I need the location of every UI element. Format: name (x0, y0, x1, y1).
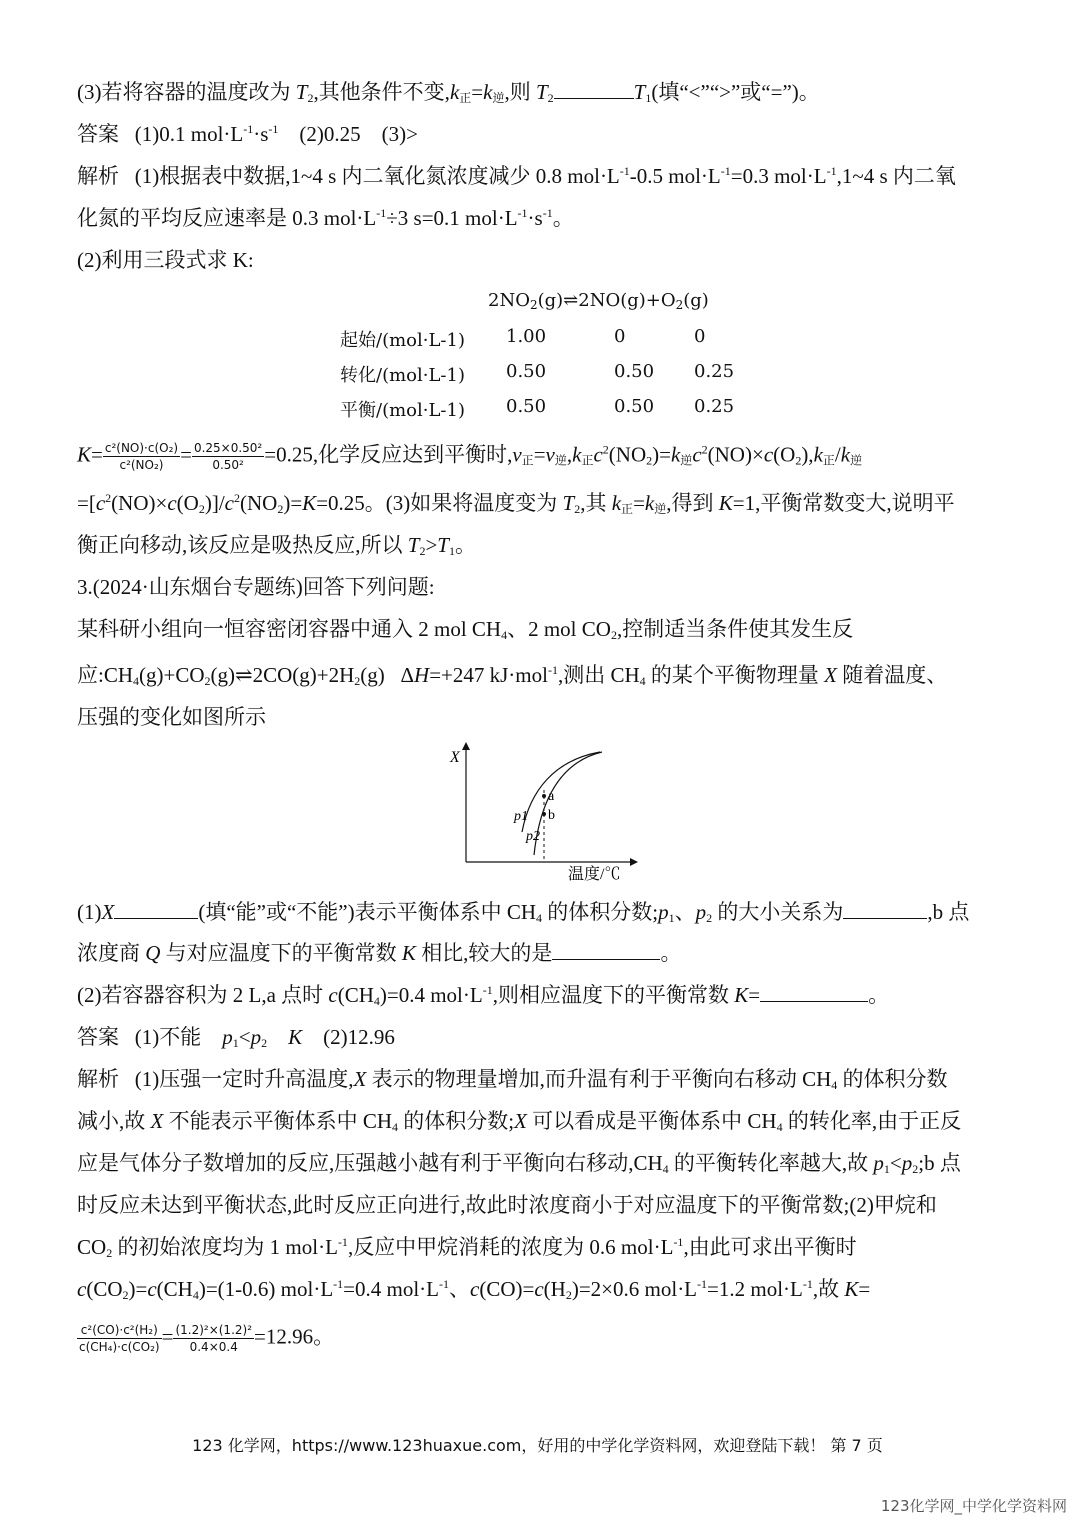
table-cell: 0.25 (694, 396, 735, 417)
question-3-p1: 某科研小组向一恒容密闭容器中通入 2 mol $CH_4$、2 mol $CO_2$,控制适当条件使其发生反 (77, 617, 854, 642)
answer-label: 答案 (77, 122, 119, 146)
explanation-3-3: 应是气体分子数增加的反应,压强越小越有利于平衡向右移动$,CH_4$ 的平衡转化率越大,故 $p_1<p_2;b$ 点 (77, 1151, 961, 1176)
q3-line: (3)若将容器的温度改为 $T_2$,其他条件不变$,k_正=k_逆$,则 $T_2$ $T_1$(填“<”“>”或“=”)。 (77, 80, 820, 105)
sub-question-2: (2)若容器容积为 2 L,a 点时 $c(CH_4)=0.4$ $mol\cdot L^{-1}$,则相应温度下的平衡常数 K= 。 (77, 983, 890, 1008)
explain-label: 解析 (77, 164, 119, 188)
page-footer: 123 化学网，https://www.123huaxue.com，好用的中学化学资料网，欢迎登陆下载！ 第 7 页 (192, 1436, 883, 1455)
y-axis-arrow (462, 742, 470, 750)
question-3-p3: 压强的变化如图所示 (77, 705, 266, 729)
question-3-p2: 应$:CH_4(g)+CO_2(g)\rightleftharpoons 2CO(g)+2H_2(g)$ ΔH=+247 kJ·mol$^{-1}$,测出 $CH_4$ 的某个平衡物理量 X 随着温度、 (77, 663, 948, 688)
answer-label: 答案 (77, 1025, 119, 1049)
label-b: b (548, 808, 555, 823)
fraction: $\frac{\text{c²(NO)·c(O₂)}}{\text{c²(NO₂)}}$ (104, 441, 179, 472)
x-axis-arrow (630, 858, 638, 866)
explanation-2: (2)利用三段式求 K: (77, 248, 254, 272)
table-cell: 0 (694, 326, 706, 347)
k-formula-line-3: 衡正向移动,该反应是吸热反应,所以 $T_2>T_1$。 (77, 533, 476, 558)
label-p2: p2 (526, 829, 540, 844)
explanation-3-1: 解析 (1)压强一定时升高温度,X 表示的物理量增加,而升温有利于平衡向右移动 $CH_4$ 的体积分数 (77, 1067, 948, 1092)
label-p1: p1 (514, 809, 528, 824)
explanation-1: 解析 (1)根据表中数据,1~4 s 内二氧化氮浓度减少 0.8 $mol\cdot L^{-1}-0.5$ $mol\cdot L^{-1}=0.3$ $mol\cdot L^{-1},1\sim 4$ s 内二氧 (77, 164, 956, 188)
fraction: $\frac{\text{c²(CO)·c²(H₂)}}{\text{c(CH₄)·c(CO₂)}}$ (79, 1323, 160, 1354)
explanation-3-2: 减小,故 X 不能表示平衡体系中 $CH_4$ 的体积分数;X 可以看成是平衡体系中 $CH_4$ 的转化率,由于正反 (77, 1109, 962, 1134)
k-formula-line-2: $=[c^2(NO)\times c(O_2)]/c^2(NO_2)=K=0.25$。(3)如果将温度变为 $T_2$,其 $k_正=k_逆$,得到 K=1,平衡常数变大,说明平 (77, 491, 955, 516)
y-axis-label: X (450, 749, 460, 766)
table-cell: 1.00 (506, 326, 547, 347)
fraction: $\frac{\text{(1.2)²×(1.2)²}}{0.4\times 0.4}$ (175, 1323, 253, 1354)
explanation-3-5: $CO_2$ 的初始浓度均为 1 $mol\cdot L^{-1}$,反应中甲烷消耗的浓度为 0.6 $mol\cdot L^{-1}$,由此可求出平衡时 (77, 1235, 857, 1260)
x-vs-temperature-graph (440, 740, 640, 885)
watermark: 123化学网_中学化学资料网 (880, 1497, 1067, 1515)
point-a (542, 794, 546, 798)
curve-p1 (522, 752, 600, 832)
k-formula-line: K= $\frac{\text{c²(NO)·c(O₂)}}{\text{c²(NO₂)}}$ = $\frac{\text{0.25×0.50²}}{\text{0.50²}}$ =0.25,化学反应达到平衡时$,v_正=v_逆,k_正c^2(NO_2)=k_逆c^2(NO)\times c(O_2),k_正/k_逆$ (77, 441, 863, 472)
answer-2: 答案 (1)不能 $p_1<p_2$ K (2)12.96 (77, 1025, 395, 1050)
explanation-1b: 化氮的平均反应速率是 0.3 $mol\cdot L^{-1}\div 3$ s=0.1 $mol\cdot L^{-1}\cdot s^{-1}$。 (77, 206, 574, 230)
sub-question-1: (1)X (填“能”或“不能”)表示平衡体系中 $CH_4$ 的体积分数$;p_1$、$p_2$ 的大小关系为 ,b 点 (77, 900, 970, 925)
answer-1: 答案 (1)0.1 $mol\cdot L^{-1}\cdot s^{-1}$ (2)0.25 (3)> (77, 122, 418, 146)
explanation-3-7: $\frac{\text{c²(CO)·c²(H₂)}}{\text{c(CH₄)·c(CO₂)}}$ = $\frac{\text{(1.2)²×(1.2)²}}{0.4\times 0.4}$ =12.96。 (79, 1323, 335, 1354)
label-a: a (548, 789, 555, 804)
table-cell: 0.50 (506, 361, 547, 382)
explanation-3-4: 时反应未达到平衡状态,此时反应正向进行,故此时浓度商小于对应温度下的平衡常数;(2)甲烷和 (77, 1193, 937, 1217)
question-3-title: 3.(2024·山东烟台专题练)回答下列问题: (77, 575, 435, 599)
sub-question-1b: 浓度商 Q 与对应温度下的平衡常数 K 相比,较大的是 。 (77, 941, 682, 965)
table-equation: $2NO_2(g)\rightleftharpoons 2NO(g)+O_2(g)$ (488, 290, 709, 312)
table-row-label: 转化/(mol·L-1) (340, 365, 465, 386)
explanation-3-6: $c(CO_2)=c(CH_4)=(1-0.6)$ $mol\cdot L^{-1}=0.4$ $mol\cdot L^{-1}$、$c(CO)=c(H_2)=2\times 0.6$ $mol\cdot L^{-1}=1.2$ $mol\cdot L^{-1}$,故 K= (77, 1277, 871, 1302)
x-axis-label: 温度/℃ (568, 866, 621, 883)
point-b (542, 812, 546, 816)
table-cell: 0.50 (614, 396, 655, 417)
fraction: $\frac{\text{0.25×0.50²}}{\text{0.50²}}$ (193, 441, 263, 472)
table-row-label: 平衡/(mol·L-1) (340, 400, 465, 421)
table-cell: 0.25 (694, 361, 735, 382)
table-row-label: 起始/(mol·L-1) (340, 330, 465, 351)
table-cell: 0.50 (506, 396, 547, 417)
table-cell: 0.50 (614, 361, 655, 382)
table-cell: 0 (614, 326, 626, 347)
explain-label: 解析 (77, 1067, 119, 1091)
